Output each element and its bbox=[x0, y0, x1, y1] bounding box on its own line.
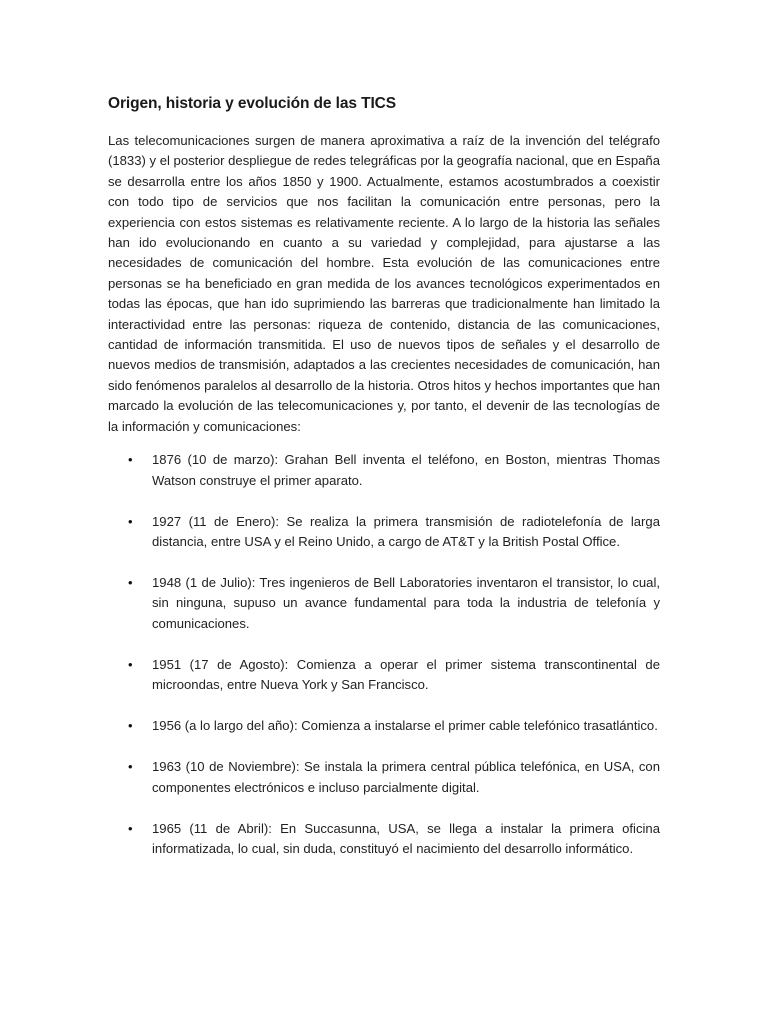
list-item bbox=[108, 512, 660, 553]
bullet-icon: • bbox=[128, 513, 133, 529]
list-item bbox=[108, 757, 660, 798]
list-item-text: 1876 (10 de marzo): Grahan Bell inventa el teléfono, en Boston, mientras Thomas Watson construye el primer aparato. bbox=[152, 452, 660, 488]
list-item-text: 1927 (11 de Enero): Se realiza la primera transmisión de radiotelefonía de larga distancia, entre USA y el Reino Unido, a cargo de AT&T y la British Postal Office. bbox=[152, 513, 660, 549]
list-item bbox=[108, 716, 660, 736]
bullet-icon: • bbox=[128, 452, 133, 468]
bullet-icon: • bbox=[128, 759, 133, 775]
list-item bbox=[108, 573, 660, 634]
document-title: Origen, historia y evolución de las TICS bbox=[108, 95, 396, 112]
bullet-icon: • bbox=[128, 574, 133, 590]
bullet-icon: • bbox=[128, 656, 133, 672]
intro-paragraph: Las telecomunicaciones surgen de manera aproximativa a raíz de la invención del telégrafo (1833) y el posterior despliegue de redes telegráficas por la geografía nacional, que en España se desarrolla entre los años 1850 y 1900. Actualmente, estamos acostumbrados a coexistir con todo tipo de servicios que nos facilitan la comunicación entre personas, pero la experiencia con estos sistemas es relativamente reciente. A lo largo de la historia las señales han ido evolucionando en cuanto a su variedad y complejidad, para ajustarse a las necesidades de comunicación del hombre. Esta evolución de las comunicaciones entre personas se ha beneficiado en gran medida de los avances tecnológicos experimentados en todas las épocas, que han ido suprimiendo las barreras que tradicionalmente han limitado la interactividad entre las personas: riqueza de contenido, distancia de las comunicaciones, cantidad de información transmitida. El uso de nuevos tipos de señales y el desarrollo de nuevos medios de transmisión, adaptados a las crecientes necesidades de comunicación, han sido fenómenos paralelos al desarrollo de la historia. Otros hitos y hechos importantes que han marcado la evolución de las telecomunicaciones y, por tanto, el devenir de las tecnologías de la información y comunicaciones: bbox=[108, 133, 660, 434]
list-item-text: 1963 (10 de Noviembre): Se instala la primera central pública telefónica, en USA, con componentes electrónicos e incluso parcialmente digital. bbox=[152, 759, 660, 795]
list-item-text: 1948 (1 de Julio): Tres ingenieros de Bell Laboratories inventaron el transistor, lo cual, sin ninguna, supuso un avance fundamental para toda la industria de telefonía y comunicaciones. bbox=[152, 574, 660, 631]
list-item bbox=[108, 819, 660, 860]
list-item bbox=[108, 655, 660, 696]
bullet-icon: • bbox=[128, 718, 133, 734]
milestones-list bbox=[108, 450, 660, 859]
document-body bbox=[108, 94, 660, 880]
list-item-text: 1956 (a lo largo del año): Comienza a instalarse el primer cable telefónico trasatlántico. bbox=[152, 718, 658, 734]
list-item-text: 1951 (17 de Agosto): Comienza a operar el primer sistema transcontinental de microondas, entre Nueva York y San Francisco. bbox=[152, 656, 660, 693]
list-item bbox=[108, 450, 660, 491]
bullet-icon: • bbox=[128, 820, 133, 836]
list-item-text: 1965 (11 de Abril): En Succasunna, USA, se llega a instalar la primera oficina informatizada, lo cual, sin duda, constituyó el nacimiento del desarrollo informático. bbox=[152, 820, 660, 856]
